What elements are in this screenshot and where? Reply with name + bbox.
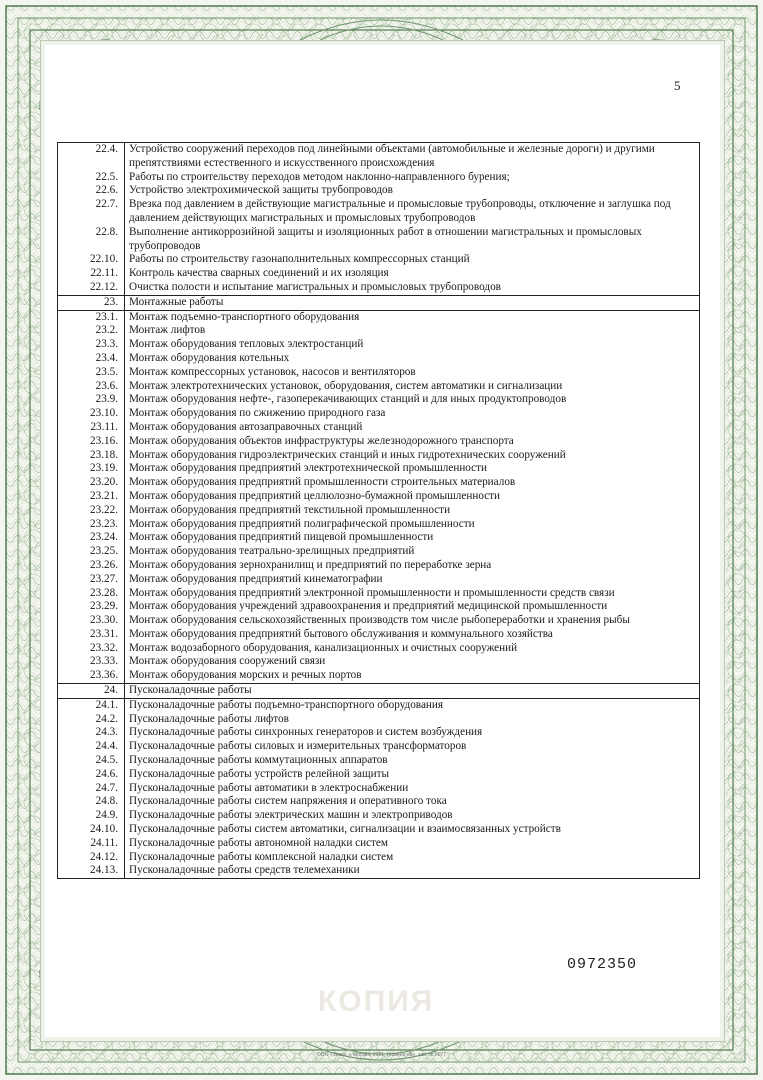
item-description: Работы по строительству газонаполнительных компрессорных станций [125, 253, 700, 267]
table-row [58, 352, 700, 366]
item-code: 24.4. [58, 740, 125, 754]
item-code: 23.3. [58, 338, 125, 352]
table-row [58, 449, 700, 463]
item-description: Работы по строительству переходов методом наклонно-направленного бурения; [125, 171, 700, 185]
item-description: Монтаж оборудования предприятий электронной промышленности и промышленности средств связи [125, 587, 700, 601]
item-code: 23. [58, 295, 125, 310]
item-code: 22.12. [58, 281, 125, 295]
item-description: Монтаж оборудования сельскохозяйственных производств том числе рыбопереработки и хранения рыбы [125, 614, 700, 628]
item-code: 22.8. [58, 226, 125, 254]
item-description: Пусконаладочные работы подъемно-транспортного оборудования [125, 698, 700, 712]
item-code: 23.5. [58, 366, 125, 380]
table-row [58, 226, 700, 254]
item-code: 23.4. [58, 352, 125, 366]
item-description: Пусконаладочные работы устройств релейной защиты [125, 768, 700, 782]
item-code: 24.1. [58, 698, 125, 712]
item-code: 23.32. [58, 642, 125, 656]
item-code: 23.21. [58, 490, 125, 504]
table-row [58, 310, 700, 324]
item-code: 24.6. [58, 768, 125, 782]
item-code: 22.11. [58, 267, 125, 281]
table-row [58, 531, 700, 545]
table-row [58, 795, 700, 809]
item-description: Устройство электрохимической защиты трубопроводов [125, 184, 700, 198]
table-row [58, 740, 700, 754]
item-description: Монтаж подъемно-транспортного оборудования [125, 310, 700, 324]
item-code: 23.28. [58, 587, 125, 601]
table-row [58, 837, 700, 851]
item-description: Монтаж оборудования гидроэлектрических станций и иных гидротехнических сооружений [125, 449, 700, 463]
table-row [58, 518, 700, 532]
table-row [58, 462, 700, 476]
item-code: 23.1. [58, 310, 125, 324]
item-code: 22.6. [58, 184, 125, 198]
item-code: 22.5. [58, 171, 125, 185]
table-row [58, 253, 700, 267]
item-description: Монтажные работы [125, 295, 700, 310]
item-code: 23.36. [58, 669, 125, 683]
item-description: Пусконаладочные работы средств телемеханики [125, 864, 700, 878]
copy-watermark: КОПИЯ [318, 985, 435, 1018]
item-code: 22.4. [58, 143, 125, 171]
table-row [58, 782, 700, 796]
item-code: 24.5. [58, 754, 125, 768]
table-row [58, 768, 700, 782]
item-description: Монтаж оборудования учреждений здравоохранения и предприятий медицинской промышленности [125, 600, 700, 614]
item-description: Пусконаладочные работы автоматики в электроснабжении [125, 782, 700, 796]
item-code: 24.12. [58, 851, 125, 865]
table-row [58, 559, 700, 573]
item-code: 23.19. [58, 462, 125, 476]
item-code: 23.18. [58, 449, 125, 463]
table-row [58, 851, 700, 865]
item-code: 24.11. [58, 837, 125, 851]
item-description: Монтаж оборудования предприятий бытового обслуживания и коммунального хозяйства [125, 628, 700, 642]
item-description: Устройство сооружений переходов под линейными объектами (автомобильные и железные дороги) и другими препятствиями естественного и искусственного происхождения [125, 143, 700, 171]
item-description: Монтаж оборудования тепловых электростанций [125, 338, 700, 352]
table-row [58, 143, 700, 171]
item-code: 24. [58, 684, 125, 699]
item-code: 24.8. [58, 795, 125, 809]
section-row [58, 295, 700, 310]
table-row [58, 655, 700, 669]
item-code: 23.6. [58, 380, 125, 394]
item-description: Монтаж оборудования объектов инфраструктуры железнодорожного транспорта [125, 435, 700, 449]
item-code: 24.7. [58, 782, 125, 796]
item-description: Врезка под давлением в действующие магистральные и промысловые трубопроводы, отключение и заглушка под давлением действующих магистральных и промысловых трубопроводов [125, 198, 700, 226]
item-code: 23.20. [58, 476, 125, 490]
item-description: Пусконаладочные работы силовых и измерительных трансформаторов [125, 740, 700, 754]
item-description: Пусконаладочные работы лифтов [125, 713, 700, 727]
item-description: Очистка полости и испытание магистральных и промысловых трубопроводов [125, 281, 700, 295]
table-row [58, 698, 700, 712]
item-description: Пусконаладочные работы [125, 684, 700, 699]
table-row [58, 545, 700, 559]
item-description: Пусконаладочные работы электрических машин и электроприводов [125, 809, 700, 823]
table-row [58, 587, 700, 601]
item-description: Пусконаладочные работы автономной наладки систем [125, 837, 700, 851]
item-description: Пусконаладочные работы коммутационных аппаратов [125, 754, 700, 768]
table-row [58, 366, 700, 380]
table-row [58, 614, 700, 628]
item-code: 23.33. [58, 655, 125, 669]
item-code: 23.31. [58, 628, 125, 642]
item-description: Монтаж оборудования по сжижению природного газа [125, 407, 700, 421]
item-description: Монтаж водозаборного оборудования, канализационных и очистных сооружений [125, 642, 700, 656]
item-code: 23.27. [58, 573, 125, 587]
table-row [58, 628, 700, 642]
item-description: Пусконаладочные работы систем напряжения и оперативного тока [125, 795, 700, 809]
item-description: Монтаж оборудования предприятий электротехнической промышленности [125, 462, 700, 476]
item-description: Монтаж компрессорных установок, насосов и вентиляторов [125, 366, 700, 380]
item-code: 23.16. [58, 435, 125, 449]
table-row [58, 713, 700, 727]
table-row [58, 393, 700, 407]
item-code: 24.3. [58, 726, 125, 740]
item-code: 23.9. [58, 393, 125, 407]
item-description: Монтаж лифтов [125, 324, 700, 338]
item-description: Монтаж оборудования зернохранилищ и предприятий по переработке зерна [125, 559, 700, 573]
item-code: 23.11. [58, 421, 125, 435]
item-description: Монтаж оборудования морских и речных портов [125, 669, 700, 683]
item-description: Монтаж электротехнических установок, оборудования, систем автоматики и сигнализации [125, 380, 700, 394]
item-code: 24.10. [58, 823, 125, 837]
item-code: 23.2. [58, 324, 125, 338]
item-code: 22.10. [58, 253, 125, 267]
page-number: 5 [674, 78, 681, 93]
item-description: Монтаж оборудования нефте-, газоперекачивающих станций и для иных продуктопроводов [125, 393, 700, 407]
item-description: Контроль качества сварных соединений и их изоляция [125, 267, 700, 281]
table-row [58, 476, 700, 490]
table-row [58, 380, 700, 394]
item-description: Монтаж оборудования предприятий целлюлозно-бумажной промышленности [125, 490, 700, 504]
printer-imprint: ООО «Знак», г. Москва, 2011, уровень «Б», зак. № 6077 [316, 1052, 447, 1058]
item-code: 23.30. [58, 614, 125, 628]
section-row [58, 684, 700, 699]
table-row [58, 823, 700, 837]
table-row [58, 642, 700, 656]
table-row [58, 407, 700, 421]
item-description: Пусконаладочные работы систем автоматики, сигнализации и взаимосвязанных устройств [125, 823, 700, 837]
item-description: Выполнение антикоррозийной защиты и изоляционных работ в отношении магистральных и промысловых трубопроводов [125, 226, 700, 254]
item-code: 24.2. [58, 713, 125, 727]
item-code: 23.26. [58, 559, 125, 573]
table-row [58, 809, 700, 823]
item-description: Монтаж оборудования предприятий кинематографии [125, 573, 700, 587]
table-row [58, 171, 700, 185]
item-description: Монтаж оборудования предприятий промышленности строительных материалов [125, 476, 700, 490]
table-row [58, 864, 700, 878]
item-code: 23.29. [58, 600, 125, 614]
item-code: 23.25. [58, 545, 125, 559]
activity-table [57, 142, 700, 879]
item-description: Пусконаладочные работы комплексной наладки систем [125, 851, 700, 865]
item-code: 23.22. [58, 504, 125, 518]
item-description: Монтаж оборудования автозаправочных станций [125, 421, 700, 435]
table-row [58, 281, 700, 295]
table-row [58, 338, 700, 352]
item-description: Монтаж оборудования театрально-зрелищных предприятий [125, 545, 700, 559]
table-row [58, 184, 700, 198]
item-code: 23.10. [58, 407, 125, 421]
table-row [58, 504, 700, 518]
table-row [58, 573, 700, 587]
table-row [58, 435, 700, 449]
table-row [58, 669, 700, 683]
table-row [58, 421, 700, 435]
table-row [58, 324, 700, 338]
table-row [58, 490, 700, 504]
item-description: Монтаж оборудования предприятий текстильной промышленности [125, 504, 700, 518]
item-code: 23.24. [58, 531, 125, 545]
item-code: 22.7. [58, 198, 125, 226]
table-row [58, 600, 700, 614]
table-row [58, 754, 700, 768]
item-description: Монтаж оборудования котельных [125, 352, 700, 366]
item-description: Пусконаладочные работы синхронных генераторов и систем возбуждения [125, 726, 700, 740]
table-row [58, 726, 700, 740]
item-code: 24.13. [58, 864, 125, 878]
item-description: Монтаж оборудования предприятий пищевой промышленности [125, 531, 700, 545]
serial-number: 0972350 [567, 956, 638, 973]
item-description: Монтаж оборудования сооружений связи [125, 655, 700, 669]
table-row [58, 267, 700, 281]
item-description: Монтаж оборудования предприятий полиграфической промышленности [125, 518, 700, 532]
item-code: 23.23. [58, 518, 125, 532]
table-row [58, 198, 700, 226]
item-code: 24.9. [58, 809, 125, 823]
